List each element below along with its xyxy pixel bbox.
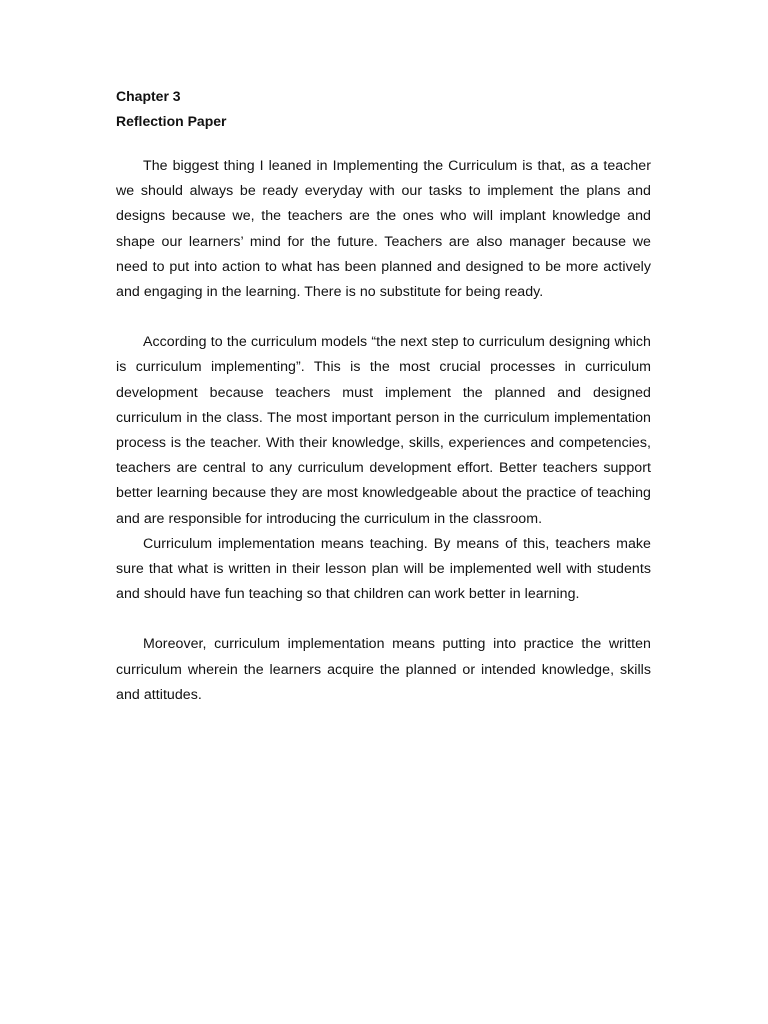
paragraph-4: Moreover, curriculum implementation means putting into practice the written curriculum wherein the learners acquire the planned or intended knowledge, skills and attitudes.	[116, 636, 651, 703]
paragraph-1: The biggest thing I leaned in Implementing the Curriculum is that, as a teacher we should always be ready everyday with our tasks to implement the plans and designs because we, the teachers are the ones who will implant knowledge and shape our learners’ mind for the future. Teachers are also manager because we need to put into action to what has been planned and designed to be more actively and engaging in the learning. There is no substitute for being ready.	[116, 158, 651, 301]
chapter-heading: Chapter 3	[116, 88, 181, 104]
paragraph-2: According to the curriculum models “the next step to curriculum designing which is curriculum implementing”. This is the most crucial processes in curriculum development because teachers must implement the planned and designed curriculum in the class. The most important person in the curriculum implementation process is the teacher. With their knowledge, skills, experiences and competencies, teachers are central to any curriculum development effort. Better teachers support better learning because they are most knowledgeable about the practice of teaching and are responsible for introducing the curriculum in the classroom.	[116, 334, 651, 527]
document-content	[116, 86, 651, 708]
document-title: Reflection Paper	[116, 113, 227, 129]
paragraph-3: Curriculum implementation means teaching. By means of this, teachers make sure that what is written in their lesson plan will be implemented well with students and should have fun teaching so that children can work better in learning.	[116, 535, 651, 603]
